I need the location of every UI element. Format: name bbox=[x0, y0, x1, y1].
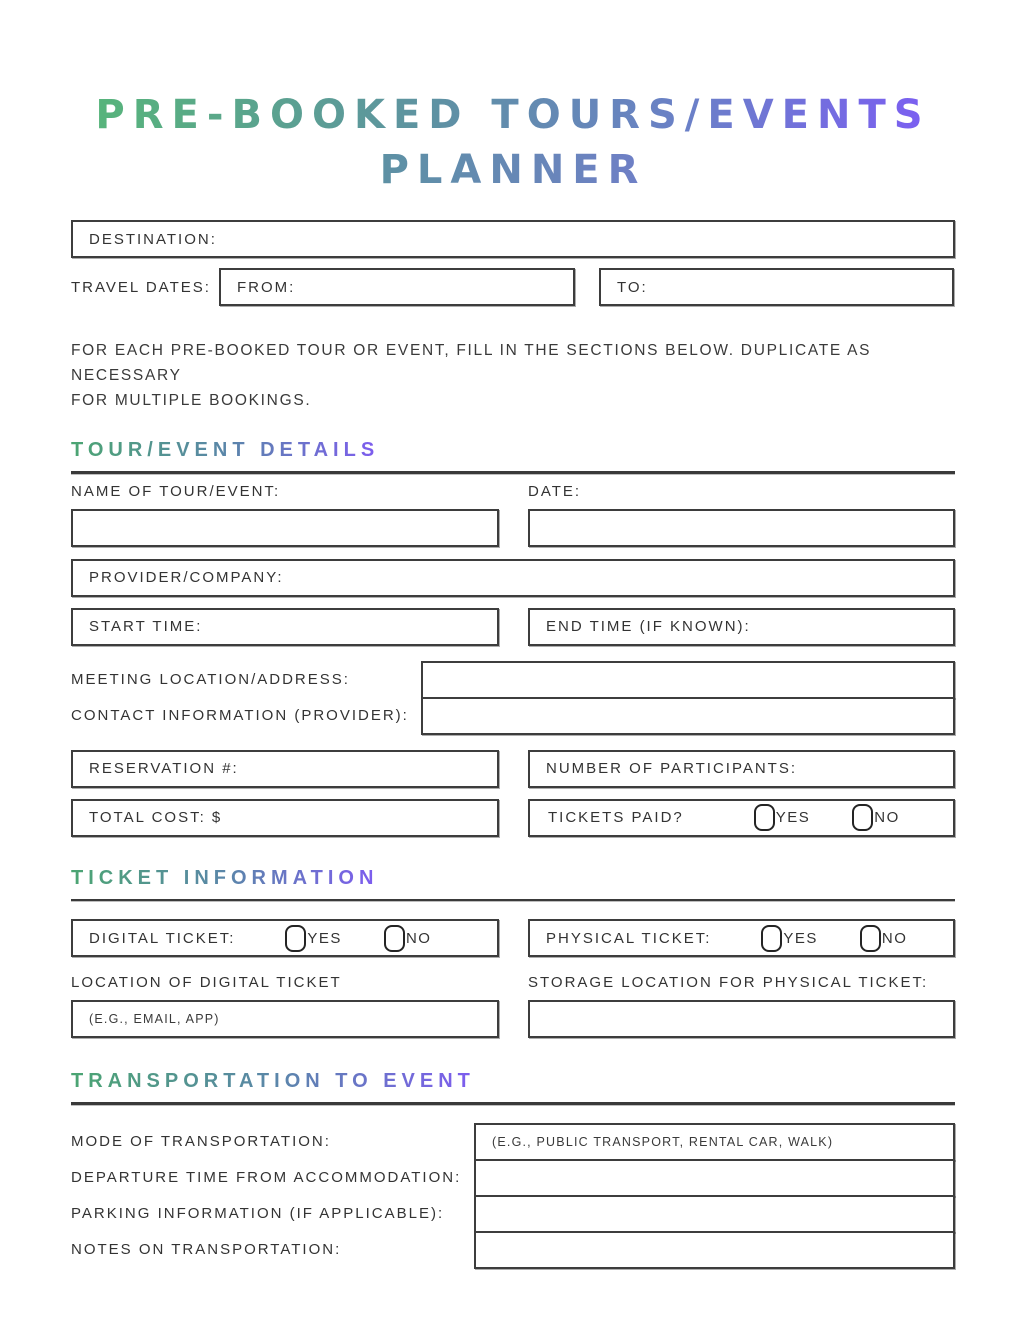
notes-row bbox=[71, 1231, 955, 1269]
notes-label: NOTES ON TRANSPORTATION: bbox=[71, 1241, 342, 1258]
digital-ticket-label: DIGITAL TICKET: bbox=[89, 929, 236, 947]
tickets-paid-field bbox=[528, 799, 955, 837]
instructions-line1: FOR EACH PRE-BOOKED TOUR OR EVENT, FILL IN THE SECTIONS BELOW. DUPLICATE AS NECESSARY bbox=[71, 342, 872, 384]
physical-storage-label: STORAGE LOCATION FOR PHYSICAL TICKET: bbox=[528, 974, 929, 991]
total-cost-label: TOTAL COST: $ bbox=[89, 809, 223, 826]
contact-info-label: CONTACT INFORMATION (PROVIDER): bbox=[71, 707, 409, 724]
digital-ticket-no-group bbox=[384, 925, 432, 952]
page-title-line1: PRE-BOOKED TOURS/EVENTS bbox=[95, 88, 930, 143]
meeting-location-label-cell bbox=[71, 661, 421, 699]
mode-input[interactable] bbox=[474, 1123, 955, 1161]
from-label: FROM: bbox=[237, 278, 296, 296]
tour-name-label: NAME OF TOUR/EVENT: bbox=[71, 482, 281, 500]
transportation-block bbox=[71, 1123, 955, 1269]
digital-location-input[interactable] bbox=[71, 1000, 499, 1038]
section-rule bbox=[71, 899, 955, 902]
digital-ticket-yes-group bbox=[285, 925, 342, 952]
digital-ticket-field bbox=[71, 919, 499, 957]
digital-ticket-yes-checkbox[interactable] bbox=[285, 925, 306, 952]
contact-info-row bbox=[71, 697, 955, 735]
cost-paid-row bbox=[71, 799, 955, 837]
participants-field[interactable] bbox=[528, 750, 955, 788]
reservation-number-label: RESERVATION #: bbox=[89, 760, 239, 777]
section-rule bbox=[71, 471, 955, 474]
parking-label-cell bbox=[71, 1195, 474, 1233]
mode-placeholder: (E.G., PUBLIC TRANSPORT, RENTAL CAR, WALK) bbox=[492, 1134, 834, 1149]
date-label: DATE: bbox=[528, 482, 582, 500]
ticket-info-heading: TICKET INFORMATION bbox=[71, 866, 379, 889]
end-time-label: END TIME (IF KNOWN): bbox=[546, 618, 751, 635]
contact-info-label-cell bbox=[71, 697, 421, 735]
contact-info-input[interactable] bbox=[421, 697, 955, 735]
total-cost-field[interactable] bbox=[71, 799, 499, 837]
section-rule bbox=[71, 1102, 955, 1105]
destination-label: DESTINATION: bbox=[89, 230, 217, 248]
departure-row bbox=[71, 1159, 955, 1197]
time-row bbox=[71, 608, 955, 646]
physical-ticket-no-label: NO bbox=[881, 929, 908, 947]
page-title bbox=[71, 88, 955, 198]
tickets-paid-no-label: NO bbox=[874, 809, 900, 826]
start-time-label: START TIME: bbox=[89, 618, 203, 635]
to-label: TO: bbox=[617, 278, 648, 296]
travel-from-field[interactable] bbox=[219, 268, 575, 306]
travel-dates-row bbox=[71, 268, 955, 306]
start-time-field[interactable] bbox=[71, 608, 499, 646]
tickets-paid-no-group bbox=[852, 804, 900, 831]
name-date-row bbox=[71, 483, 955, 547]
end-time-field[interactable] bbox=[528, 608, 955, 646]
digital-location-label: LOCATION OF DIGITAL TICKET bbox=[71, 974, 342, 991]
provider-field[interactable] bbox=[71, 559, 955, 597]
physical-ticket-field bbox=[528, 919, 955, 957]
tickets-paid-yes-label: YES bbox=[775, 809, 811, 826]
meeting-contact-block bbox=[71, 661, 955, 735]
physical-ticket-yes-checkbox[interactable] bbox=[761, 925, 782, 952]
date-input[interactable] bbox=[528, 509, 955, 547]
digital-location-placeholder: (E.G., EMAIL, APP) bbox=[89, 1012, 220, 1026]
travel-dates-label: TRAVEL DATES: bbox=[71, 278, 211, 296]
parking-input[interactable] bbox=[474, 1195, 955, 1233]
reservation-row bbox=[71, 750, 955, 788]
tour-name-input[interactable] bbox=[71, 509, 499, 547]
departure-input[interactable] bbox=[474, 1159, 955, 1197]
tickets-paid-yes-checkbox[interactable] bbox=[754, 804, 775, 831]
tickets-paid-label: TICKETS PAID? bbox=[548, 809, 684, 826]
digital-ticket-yes-label: YES bbox=[307, 929, 342, 947]
meeting-location-label: MEETING LOCATION/ADDRESS: bbox=[71, 671, 350, 688]
ticket-location-labels-row bbox=[71, 974, 955, 991]
notes-input[interactable] bbox=[474, 1231, 955, 1269]
meeting-location-input[interactable] bbox=[421, 661, 955, 699]
ticket-location-inputs-row bbox=[71, 1000, 955, 1038]
digital-ticket-no-label: NO bbox=[405, 929, 432, 947]
physical-ticket-label: PHYSICAL TICKET: bbox=[546, 929, 712, 947]
parking-label: PARKING INFORMATION (IF APPLICABLE): bbox=[71, 1205, 445, 1222]
tickets-paid-yes-group bbox=[754, 804, 811, 831]
section-tour-event-details bbox=[71, 413, 955, 837]
physical-storage-input[interactable] bbox=[528, 1000, 955, 1038]
departure-label-cell bbox=[71, 1159, 474, 1197]
physical-ticket-no-group bbox=[860, 925, 908, 952]
instructions-text bbox=[71, 338, 955, 413]
destination-field[interactable] bbox=[71, 220, 955, 258]
physical-ticket-yes-group bbox=[761, 925, 818, 952]
date-group bbox=[528, 483, 955, 547]
travel-to-field[interactable] bbox=[599, 268, 954, 306]
physical-ticket-no-checkbox[interactable] bbox=[860, 925, 881, 952]
departure-label: DEPARTURE TIME FROM ACCOMMODATION: bbox=[71, 1169, 462, 1186]
section-ticket-information bbox=[71, 837, 955, 1039]
tour-name-group bbox=[71, 483, 499, 547]
section-transportation bbox=[71, 1038, 955, 1269]
tour-details-heading: TOUR/EVENT DETAILS bbox=[71, 439, 380, 461]
notes-label-cell bbox=[71, 1231, 474, 1269]
instructions-line2: FOR MULTIPLE BOOKINGS. bbox=[71, 392, 312, 409]
mode-row bbox=[71, 1123, 955, 1161]
mode-label-cell bbox=[71, 1123, 474, 1161]
parking-row bbox=[71, 1195, 955, 1233]
ticket-type-row bbox=[71, 919, 955, 957]
digital-ticket-no-checkbox[interactable] bbox=[384, 925, 405, 952]
reservation-number-field[interactable] bbox=[71, 750, 499, 788]
physical-ticket-yes-label: YES bbox=[783, 929, 818, 947]
tickets-paid-no-checkbox[interactable] bbox=[852, 804, 873, 831]
transportation-heading: TRANSPORTATION TO EVENT bbox=[71, 1070, 475, 1092]
provider-label: PROVIDER/COMPANY: bbox=[89, 569, 284, 586]
mode-label: MODE OF TRANSPORTATION: bbox=[71, 1133, 331, 1150]
participants-label: NUMBER OF PARTICIPANTS: bbox=[546, 760, 798, 777]
page-title-line2: PLANNER bbox=[380, 143, 647, 198]
meeting-location-row bbox=[71, 661, 955, 699]
